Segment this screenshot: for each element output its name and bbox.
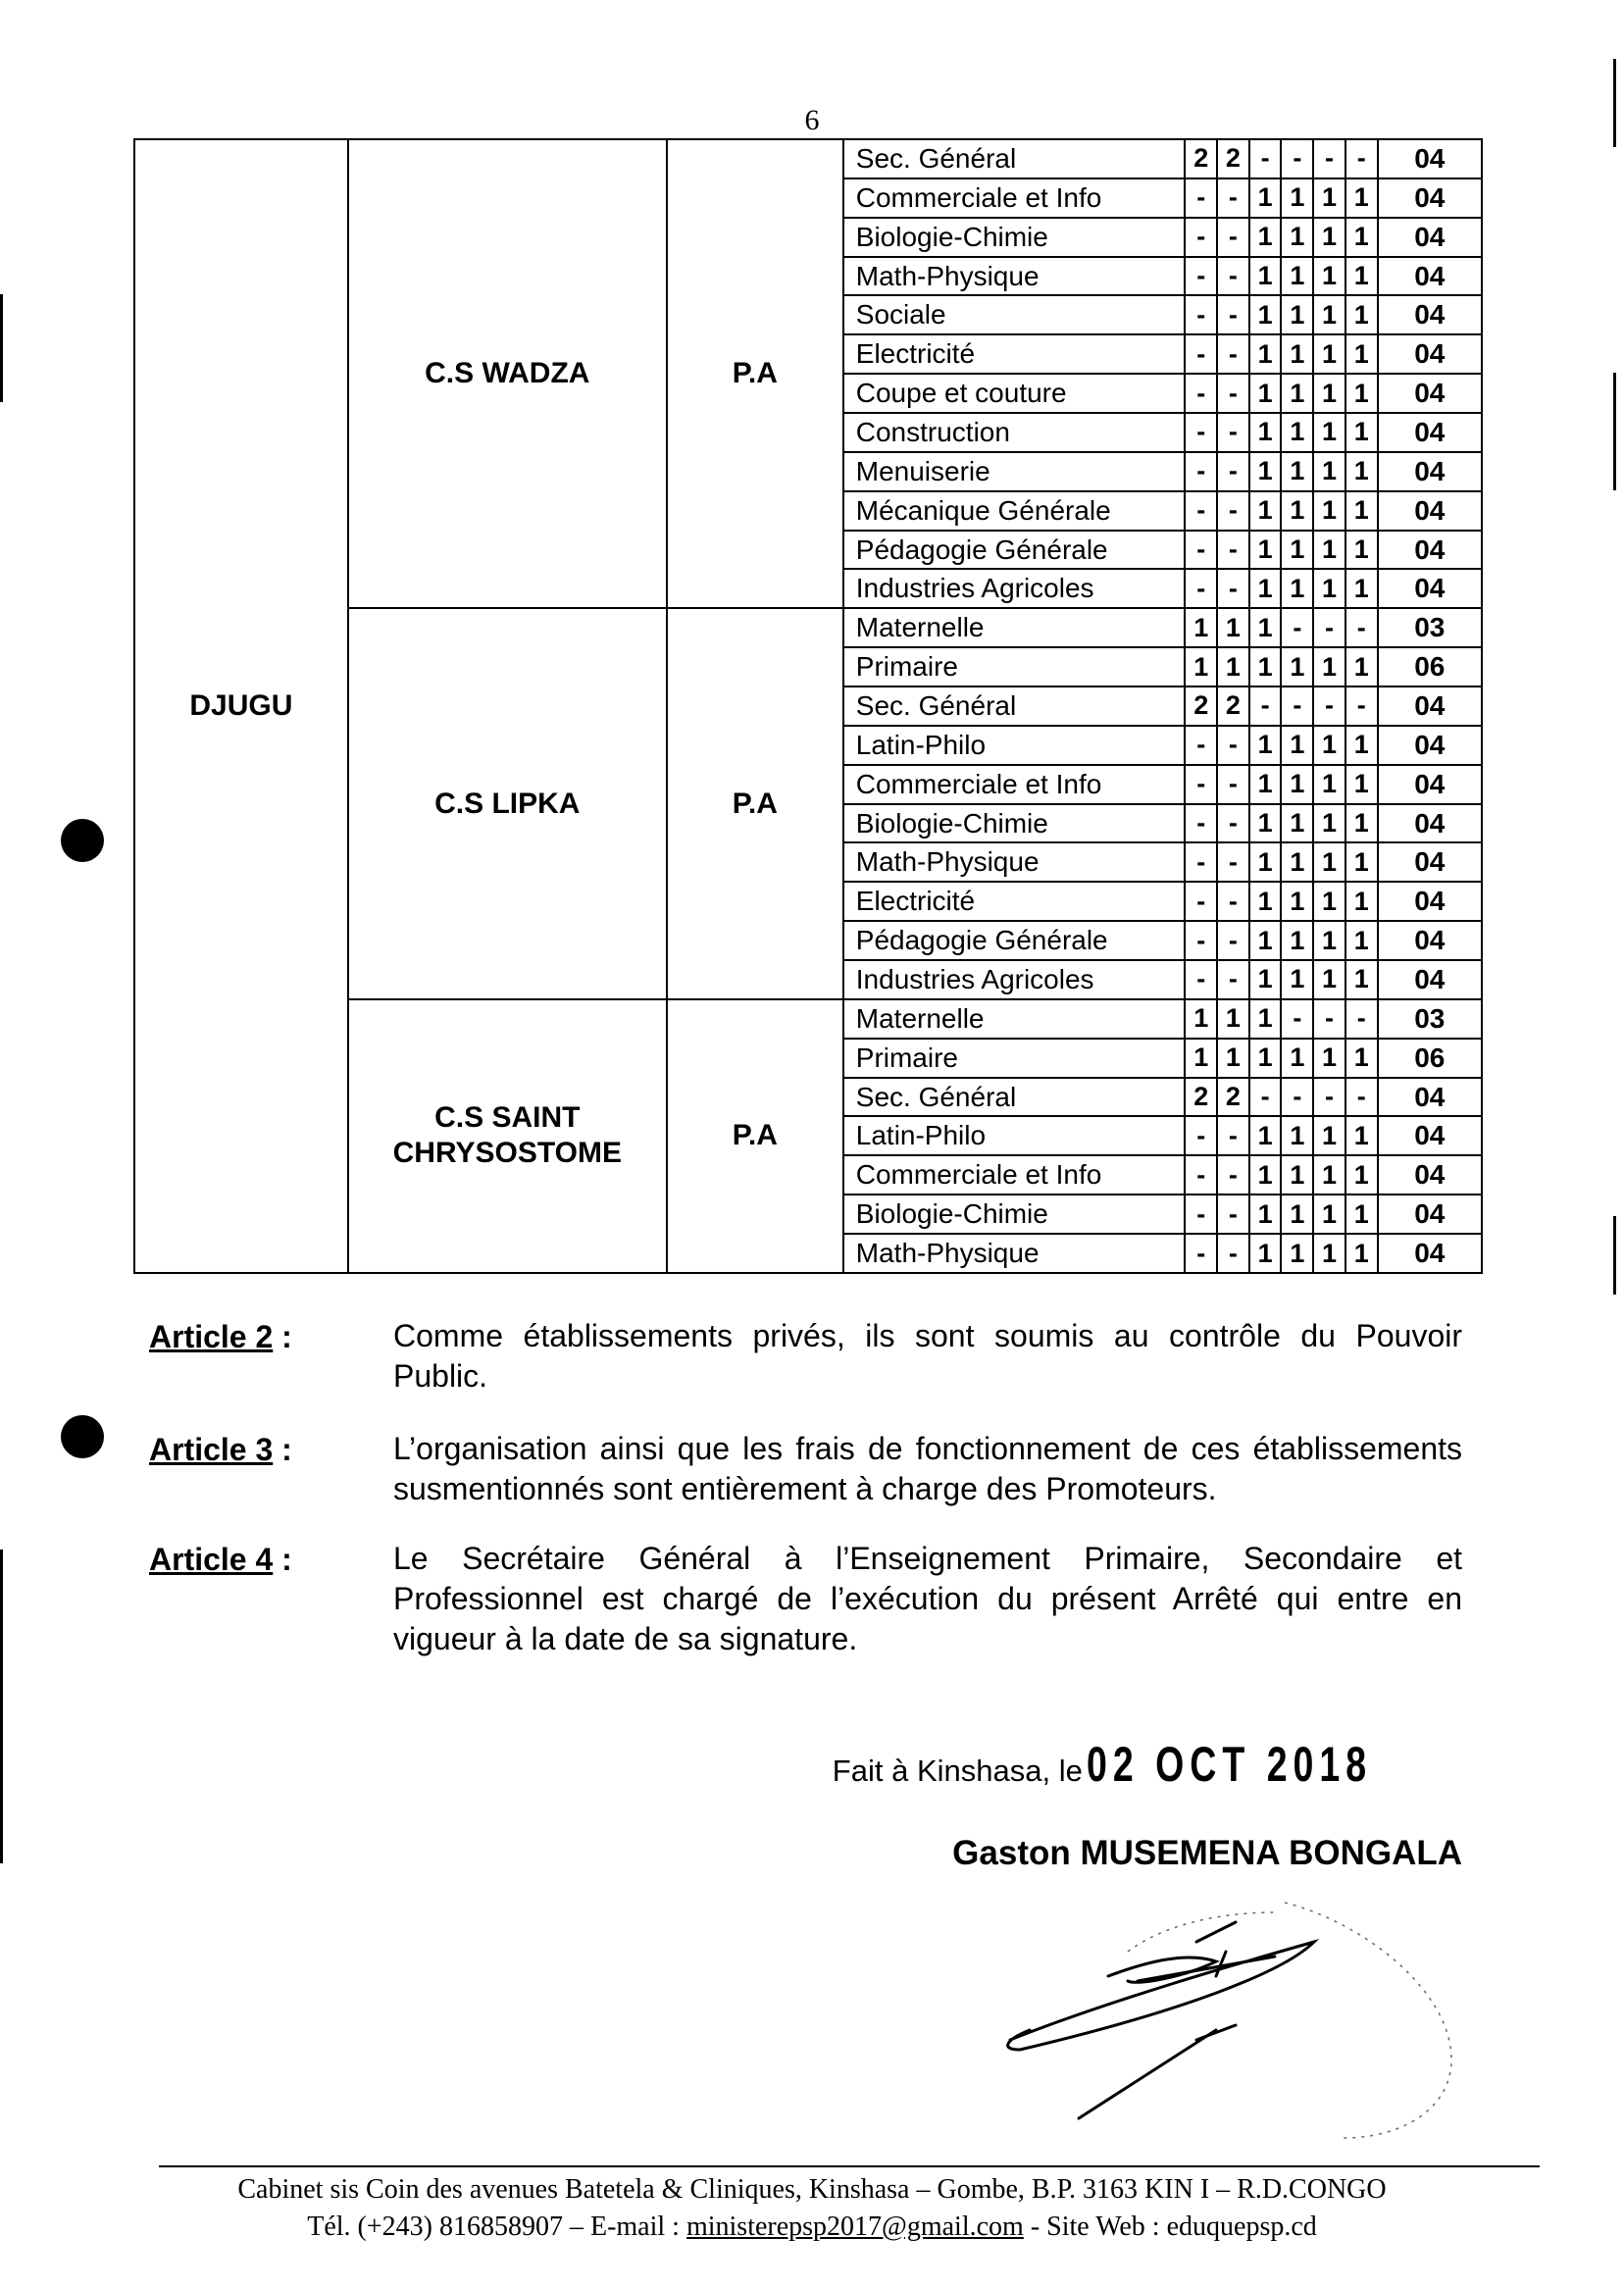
footer-contact (0, 2212, 1624, 2243)
total-cell: 06 (1378, 1039, 1482, 1078)
class-count-cell: - (1345, 999, 1378, 1039)
class-count-cell: 1 (1249, 178, 1282, 218)
article-3-sep: : (273, 1432, 292, 1467)
class-count-cell: 1 (1345, 413, 1378, 452)
class-count-cell: 1 (1313, 726, 1345, 765)
section-name-cell: Math-Physique (843, 842, 1186, 882)
class-count-cell: 1 (1281, 413, 1313, 452)
total-cell: 04 (1378, 686, 1482, 726)
footer-website: - Site Web : eduquepsp.cd (1023, 2212, 1317, 2242)
class-count-cell: 1 (1345, 1039, 1378, 1078)
class-count-cell: - (1185, 804, 1217, 843)
total-cell: 04 (1378, 334, 1482, 374)
class-count-cell: 1 (1185, 1039, 1217, 1078)
total-cell: 04 (1378, 178, 1482, 218)
schools-table (133, 138, 1483, 1274)
class-count-cell: - (1345, 686, 1378, 726)
total-cell: 04 (1378, 257, 1482, 296)
class-count-cell: - (1217, 804, 1249, 843)
section-name-cell: Sociale (843, 295, 1186, 334)
class-count-cell: 1 (1313, 295, 1345, 334)
article-4-label (149, 1542, 292, 1578)
section-name-cell: Biologie-Chimie (843, 218, 1186, 257)
class-count-cell: 1 (1313, 1116, 1345, 1155)
total-cell: 04 (1378, 882, 1482, 921)
school-name-cell: C.S SAINT CHRYSOSTOME (348, 999, 667, 1273)
class-count-cell: - (1185, 1116, 1217, 1155)
footer-email-link[interactable]: ministerepsp2017@gmail.com (685, 2212, 1024, 2242)
class-count-cell: 1 (1313, 257, 1345, 296)
total-cell: 04 (1378, 374, 1482, 413)
class-count-cell: 1 (1281, 257, 1313, 296)
class-count-cell: 1 (1313, 374, 1345, 413)
class-count-cell: - (1185, 218, 1217, 257)
article-4-text: Le Secrétaire Général à l’Enseignement Primaire, Secondaire et Professionnel est chargé de l’exécution du présent Arrêté qui entre en vigueur à la date de sa signature. (393, 1541, 1462, 1656)
class-count-cell: 1 (1249, 1116, 1282, 1155)
class-count-cell: 2 (1185, 686, 1217, 726)
class-count-cell: 1 (1249, 1039, 1282, 1078)
table-row (134, 139, 1482, 178)
class-count-cell: - (1185, 334, 1217, 374)
total-cell: 04 (1378, 1234, 1482, 1273)
class-count-cell: 1 (1345, 531, 1378, 570)
class-count-cell: - (1217, 257, 1249, 296)
footer-divider (159, 2165, 1540, 2167)
class-count-cell: 1 (1313, 804, 1345, 843)
total-cell: 03 (1378, 608, 1482, 647)
class-count-cell: 1 (1281, 1039, 1313, 1078)
total-cell: 04 (1378, 1078, 1482, 1117)
total-cell: 04 (1378, 1116, 1482, 1155)
class-count-cell: 1 (1313, 765, 1345, 804)
class-count-cell: 1 (1281, 842, 1313, 882)
section-name-cell: Mécanique Générale (843, 491, 1186, 531)
class-count-cell: 1 (1313, 178, 1345, 218)
class-count-cell: 1 (1249, 726, 1282, 765)
class-count-cell: 1 (1281, 804, 1313, 843)
class-count-cell: 1 (1345, 491, 1378, 531)
class-count-cell: 1 (1249, 257, 1282, 296)
class-count-cell: - (1313, 608, 1345, 647)
section-name-cell: Latin-Philo (843, 726, 1186, 765)
signer-name: Gaston MUSEMENA BONGALA (952, 1834, 1462, 1872)
total-cell: 04 (1378, 1155, 1482, 1195)
class-count-cell: - (1249, 139, 1282, 178)
section-name-cell: Pédagogie Générale (843, 531, 1186, 570)
total-cell: 04 (1378, 569, 1482, 608)
class-count-cell: - (1185, 842, 1217, 882)
class-count-cell: - (1217, 960, 1249, 999)
total-cell: 04 (1378, 295, 1482, 334)
class-count-cell: - (1185, 413, 1217, 452)
class-count-cell: 1 (1345, 178, 1378, 218)
article-2-text: Comme établissements privés, ils sont soumis au contrôle du Pouvoir Public. (393, 1318, 1462, 1394)
class-count-cell: - (1185, 726, 1217, 765)
class-count-cell: - (1217, 1234, 1249, 1273)
class-count-cell: - (1185, 295, 1217, 334)
class-count-cell: - (1249, 1078, 1282, 1117)
class-count-cell: 1 (1313, 452, 1345, 491)
class-count-cell: - (1281, 686, 1313, 726)
place-text: Fait à Kinshasa, le (832, 1754, 1083, 1788)
class-count-cell: - (1313, 686, 1345, 726)
class-count-cell: - (1185, 178, 1217, 218)
class-count-cell: 1 (1217, 999, 1249, 1039)
class-count-cell: 2 (1185, 139, 1217, 178)
scan-edge-mark (0, 1550, 3, 1863)
class-count-cell: 1 (1249, 452, 1282, 491)
class-count-cell: - (1217, 531, 1249, 570)
scan-edge-mark (1613, 373, 1616, 490)
class-count-cell: 1 (1249, 608, 1282, 647)
scan-edge-mark (1613, 1216, 1616, 1295)
region-cell: DJUGU (134, 139, 348, 1273)
class-count-cell: 1 (1281, 295, 1313, 334)
article-3-title: Article 3 (149, 1432, 274, 1467)
class-count-cell: 1 (1281, 1234, 1313, 1273)
class-count-cell: 1 (1345, 1155, 1378, 1195)
class-count-cell: 1 (1249, 804, 1282, 843)
place-and-date (833, 1736, 1467, 1793)
regime-cell: P.A (667, 999, 843, 1273)
class-count-cell: 1 (1249, 491, 1282, 531)
class-count-cell: 1 (1345, 569, 1378, 608)
class-count-cell: - (1185, 1234, 1217, 1273)
class-count-cell: - (1345, 139, 1378, 178)
class-count-cell: 1 (1185, 608, 1217, 647)
class-count-cell: - (1217, 1116, 1249, 1155)
section-name-cell: Commerciale et Info (843, 178, 1186, 218)
class-count-cell: - (1185, 531, 1217, 570)
footer-phone: Tél. (+243) 816858907 – E-mail : (307, 2212, 686, 2242)
class-count-cell: 1 (1345, 804, 1378, 843)
class-count-cell: - (1217, 842, 1249, 882)
class-count-cell: 1 (1281, 1195, 1313, 1234)
total-cell: 04 (1378, 726, 1482, 765)
class-count-cell: - (1217, 921, 1249, 960)
class-count-cell: - (1185, 491, 1217, 531)
class-count-cell: 1 (1313, 842, 1345, 882)
article-2-label (149, 1319, 292, 1355)
page-number: 6 (804, 104, 820, 136)
total-cell: 04 (1378, 218, 1482, 257)
class-count-cell: 1 (1281, 569, 1313, 608)
class-count-cell: 2 (1217, 686, 1249, 726)
class-count-cell: 1 (1281, 531, 1313, 570)
total-cell: 04 (1378, 804, 1482, 843)
class-count-cell: 1 (1345, 295, 1378, 334)
section-name-cell: Sec. Général (843, 686, 1186, 726)
section-name-cell: Construction (843, 413, 1186, 452)
class-count-cell: - (1185, 1155, 1217, 1195)
total-cell: 04 (1378, 765, 1482, 804)
class-count-cell: - (1345, 608, 1378, 647)
class-count-cell: - (1281, 999, 1313, 1039)
school-name-cell: C.S WADZA (348, 139, 667, 608)
section-name-cell: Maternelle (843, 608, 1186, 647)
class-count-cell: 1 (1217, 1039, 1249, 1078)
class-count-cell: 1 (1249, 295, 1282, 334)
class-count-cell: 1 (1281, 647, 1313, 686)
class-count-cell: 1 (1249, 413, 1282, 452)
total-cell: 06 (1378, 647, 1482, 686)
class-count-cell: 1 (1313, 882, 1345, 921)
section-name-cell: Electricité (843, 882, 1186, 921)
punch-hole-bullet (61, 819, 104, 862)
class-count-cell: - (1249, 686, 1282, 726)
class-count-cell: 1 (1345, 1234, 1378, 1273)
class-count-cell: - (1345, 1078, 1378, 1117)
class-count-cell: - (1313, 139, 1345, 178)
class-count-cell: 1 (1185, 999, 1217, 1039)
class-count-cell: - (1185, 960, 1217, 999)
section-name-cell: Sec. Général (843, 139, 1186, 178)
class-count-cell: 1 (1249, 842, 1282, 882)
class-count-cell: 1 (1281, 178, 1313, 218)
class-count-cell: 1 (1249, 218, 1282, 257)
class-count-cell: 1 (1281, 726, 1313, 765)
class-count-cell: 1 (1313, 1039, 1345, 1078)
school-name-cell: C.S LIPKA (348, 608, 667, 999)
class-count-cell: 1 (1345, 960, 1378, 999)
class-count-cell: - (1217, 491, 1249, 531)
class-count-cell: - (1185, 1195, 1217, 1234)
class-count-cell: 1 (1313, 1155, 1345, 1195)
regime-cell: P.A (667, 139, 843, 608)
section-name-cell: Primaire (843, 1039, 1186, 1078)
section-name-cell: Commerciale et Info (843, 765, 1186, 804)
article-3-label (149, 1432, 292, 1468)
class-count-cell: - (1217, 765, 1249, 804)
article-2-sep: : (273, 1319, 292, 1354)
class-count-cell: 1 (1249, 647, 1282, 686)
class-count-cell: - (1185, 452, 1217, 491)
class-count-cell: 1 (1281, 218, 1313, 257)
class-count-cell: - (1281, 1078, 1313, 1117)
class-count-cell: 1 (1313, 960, 1345, 999)
class-count-cell: 1 (1345, 921, 1378, 960)
class-count-cell: 1 (1345, 1195, 1378, 1234)
class-count-cell: 1 (1217, 647, 1249, 686)
class-count-cell: - (1217, 1155, 1249, 1195)
section-name-cell: Maternelle (843, 999, 1186, 1039)
section-name-cell: Latin-Philo (843, 1116, 1186, 1155)
class-count-cell: - (1217, 178, 1249, 218)
section-name-cell: Biologie-Chimie (843, 1195, 1186, 1234)
class-count-cell: - (1217, 569, 1249, 608)
class-count-cell: 1 (1313, 413, 1345, 452)
class-count-cell: 1 (1281, 1155, 1313, 1195)
class-count-cell: - (1217, 334, 1249, 374)
total-cell: 04 (1378, 413, 1482, 452)
class-count-cell: - (1185, 374, 1217, 413)
class-count-cell: 1 (1313, 1234, 1345, 1273)
scan-edge-mark (0, 294, 3, 402)
class-count-cell: 1 (1249, 921, 1282, 960)
section-name-cell: Math-Physique (843, 1234, 1186, 1273)
class-count-cell: - (1281, 608, 1313, 647)
article-3-text: L’organisation ainsi que les frais de fonctionnement de ces établissements susmentionnés sont entièrement à charge des Promoteurs. (393, 1431, 1462, 1506)
section-name-cell: Biologie-Chimie (843, 804, 1186, 843)
stamped-date: 02 OCT 2018 (1086, 1737, 1372, 1792)
class-count-cell: 1 (1281, 921, 1313, 960)
section-name-cell: Menuiserie (843, 452, 1186, 491)
class-count-cell: 1 (1281, 765, 1313, 804)
class-count-cell: - (1313, 999, 1345, 1039)
total-cell: 04 (1378, 921, 1482, 960)
class-count-cell: - (1217, 295, 1249, 334)
class-count-cell: 1 (1281, 374, 1313, 413)
class-count-cell: - (1185, 257, 1217, 296)
class-count-cell: 1 (1249, 882, 1282, 921)
class-count-cell: 1 (1313, 921, 1345, 960)
class-count-cell: 1 (1281, 452, 1313, 491)
punch-hole-bullet (61, 1415, 104, 1458)
class-count-cell: 1 (1313, 647, 1345, 686)
class-count-cell: 1 (1249, 1195, 1282, 1234)
class-count-cell: 1 (1345, 842, 1378, 882)
class-count-cell: 1 (1345, 257, 1378, 296)
class-count-cell: - (1281, 139, 1313, 178)
section-name-cell: Industries Agricoles (843, 569, 1186, 608)
article-4-title: Article 4 (149, 1542, 274, 1577)
class-count-cell: 1 (1281, 334, 1313, 374)
handwritten-signature (990, 1883, 1481, 2148)
class-count-cell: 1 (1281, 491, 1313, 531)
class-count-cell: - (1217, 218, 1249, 257)
class-count-cell: - (1185, 765, 1217, 804)
total-cell: 04 (1378, 139, 1482, 178)
total-cell: 03 (1378, 999, 1482, 1039)
class-count-cell: 1 (1249, 1155, 1282, 1195)
class-count-cell: 1 (1249, 765, 1282, 804)
class-count-cell: - (1185, 882, 1217, 921)
class-count-cell: 1 (1313, 1195, 1345, 1234)
class-count-cell: 1 (1345, 452, 1378, 491)
class-count-cell: 1 (1345, 374, 1378, 413)
section-name-cell: Primaire (843, 647, 1186, 686)
total-cell: 04 (1378, 491, 1482, 531)
class-count-cell: 1 (1249, 569, 1282, 608)
schools-table-body (134, 139, 1482, 1273)
class-count-cell: - (1185, 569, 1217, 608)
class-count-cell: 1 (1345, 882, 1378, 921)
article-4-sep: : (273, 1542, 292, 1577)
class-count-cell: - (1217, 452, 1249, 491)
class-count-cell: 1 (1313, 531, 1345, 570)
section-name-cell: Electricité (843, 334, 1186, 374)
class-count-cell: 1 (1345, 1116, 1378, 1155)
class-count-cell: 1 (1345, 334, 1378, 374)
class-count-cell: 1 (1345, 726, 1378, 765)
class-count-cell: 1 (1313, 491, 1345, 531)
regime-cell: P.A (667, 608, 843, 999)
section-name-cell: Sec. Général (843, 1078, 1186, 1117)
total-cell: 04 (1378, 1195, 1482, 1234)
class-count-cell: 1 (1345, 647, 1378, 686)
section-name-cell: Coupe et couture (843, 374, 1186, 413)
class-count-cell: 1 (1345, 218, 1378, 257)
section-name-cell: Pédagogie Générale (843, 921, 1186, 960)
class-count-cell: 1 (1345, 765, 1378, 804)
section-name-cell: Industries Agricoles (843, 960, 1186, 999)
class-count-cell: - (1185, 921, 1217, 960)
footer-address: Cabinet sis Coin des avenues Batetela & Cliniques, Kinshasa – Gombe, B.P. 3163 KIN I – R.D.CONGO (237, 2174, 1387, 2205)
class-count-cell: 1 (1313, 334, 1345, 374)
class-count-cell: 1 (1281, 1116, 1313, 1155)
class-count-cell: - (1313, 1078, 1345, 1117)
class-count-cell: 2 (1217, 139, 1249, 178)
total-cell: 04 (1378, 531, 1482, 570)
class-count-cell: 1 (1249, 531, 1282, 570)
class-count-cell: 1 (1281, 960, 1313, 999)
class-count-cell: 1 (1313, 569, 1345, 608)
class-count-cell: 1 (1249, 999, 1282, 1039)
section-name-cell: Commerciale et Info (843, 1155, 1186, 1195)
class-count-cell: 1 (1249, 374, 1282, 413)
total-cell: 04 (1378, 452, 1482, 491)
total-cell: 04 (1378, 960, 1482, 999)
class-count-cell: 1 (1249, 1234, 1282, 1273)
class-count-cell: 1 (1249, 334, 1282, 374)
section-name-cell: Math-Physique (843, 257, 1186, 296)
class-count-cell: 1 (1313, 218, 1345, 257)
class-count-cell: 2 (1217, 1078, 1249, 1117)
class-count-cell: 1 (1185, 647, 1217, 686)
class-count-cell: - (1217, 374, 1249, 413)
class-count-cell: - (1217, 413, 1249, 452)
class-count-cell: - (1217, 1195, 1249, 1234)
total-cell: 04 (1378, 842, 1482, 882)
class-count-cell: - (1217, 882, 1249, 921)
article-2-title: Article 2 (149, 1319, 274, 1354)
class-count-cell: 1 (1217, 608, 1249, 647)
class-count-cell: - (1217, 726, 1249, 765)
class-count-cell: 1 (1249, 960, 1282, 999)
class-count-cell: 2 (1185, 1078, 1217, 1117)
class-count-cell: 1 (1281, 882, 1313, 921)
